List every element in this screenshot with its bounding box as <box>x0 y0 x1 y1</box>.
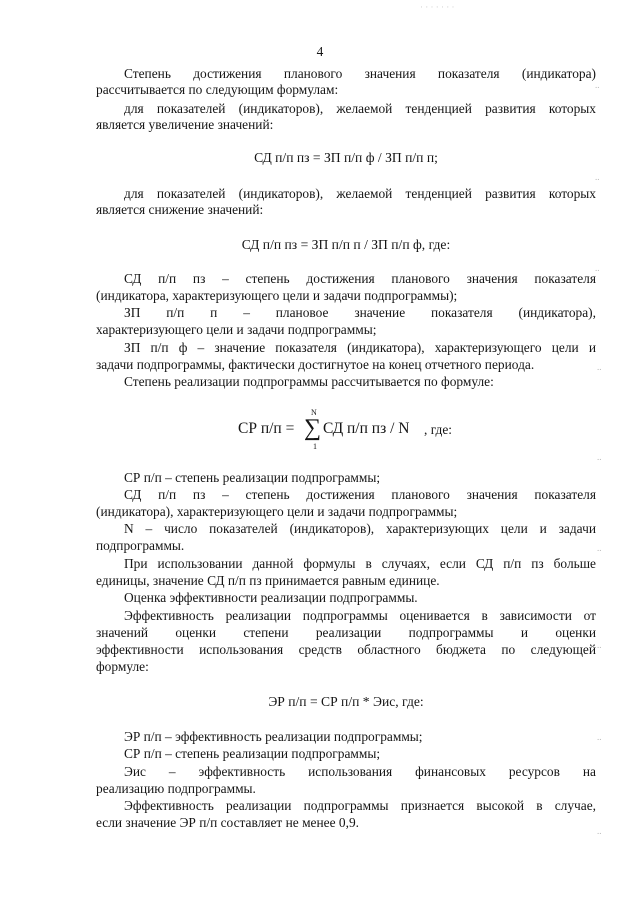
paragraph-line: Степень достижения планового значения показателя (индикатора) <box>124 66 596 81</box>
definition-line: ЗП п/п п – плановое значение показателя (индикатора), <box>124 305 596 320</box>
scan-mark: · · · · · · · <box>420 2 455 12</box>
paragraph-line: формуле: <box>96 659 149 674</box>
paragraph-line: для показателей (индикаторов), желаемой тенденцией развития которых <box>124 101 596 116</box>
paragraph-line: является снижение значений: <box>96 202 264 217</box>
scan-mark: .. <box>595 80 600 90</box>
paragraph-line: рассчитывается по следующим формулам: <box>96 82 339 97</box>
sum-symbol: ∑ <box>304 415 322 441</box>
definition-line: (индикатора, характеризующего цели и задачи подпрограммы); <box>96 288 458 303</box>
scan-mark: .. <box>597 543 602 553</box>
paragraph-line: единицы, значение СД п/п пз принимается равным единице. <box>96 573 440 588</box>
sum-lower-limit: 1 <box>313 442 317 451</box>
scan-mark: .. <box>597 452 602 462</box>
paragraph-line: является увеличение значений: <box>96 117 274 132</box>
formula-increase: СД п/п пз = ЗП п/п ф / ЗП п/п п; <box>254 150 438 165</box>
definition-line: СД п/п пз – степень достижения планового значения показателя <box>124 487 596 502</box>
definition-line: N – число показателей (индикаторов), характеризующих цели и задачи <box>124 521 596 536</box>
formula-decrease: СД п/п пз = ЗП п/п п / ЗП п/п ф, где: <box>241 237 451 252</box>
sum-upper-limit: N <box>311 408 317 417</box>
paragraph-line: эффективности использования средств областного бюджета по следующей <box>96 642 596 657</box>
definition-line: задачи подпрограммы, фактически достигнутое на конец отчетного периода. <box>96 357 535 372</box>
paragraph-line: Эффективность реализации подпрограммы признается высокой в случае, <box>124 798 596 813</box>
formula-sum-tail: , где: <box>424 422 452 437</box>
definition-line: СР п/п – степень реализации подпрограммы; <box>124 746 381 761</box>
paragraph-line: для показателей (индикаторов), желаемой тенденцией развития которых <box>124 186 596 201</box>
definition-line: характеризующего цели и задачи подпрограммы; <box>96 322 377 337</box>
definition-line: СД п/п пз – степень достижения планового значения показателя <box>124 271 596 286</box>
scan-mark: .. <box>597 640 602 650</box>
paragraph-line: При использовании данной формулы в случаях, если СД п/п пз больше <box>124 556 596 571</box>
scan-mark: .. <box>595 263 600 273</box>
definition-line: ЗП п/п ф – значение показателя (индикатора), характеризующего цели и <box>124 340 596 355</box>
formula-sum-left: СР п/п = <box>238 420 295 437</box>
definition-line: ЭР п/п – эффективность реализации подпрограммы; <box>124 729 423 744</box>
paragraph-line: Степень реализации подпрограммы рассчитывается по формуле: <box>124 374 494 389</box>
definition-line: подпрограммы. <box>96 538 185 553</box>
scan-mark: .. <box>595 172 600 182</box>
scan-mark: .. <box>597 732 602 742</box>
paragraph-line: значений оценки степени реализации подпрограммы и оценки <box>96 625 596 640</box>
formula-efficiency: ЭР п/п = СР п/п * Эис, где: <box>268 694 424 709</box>
section-heading: Оценка эффективности реализации подпрограммы. <box>124 590 418 605</box>
formula-sum-body: СД п/п пз / N <box>323 420 410 437</box>
scan-mark: .. <box>597 826 602 836</box>
paragraph-line: Эффективность реализации подпрограммы оценивается в зависимости от <box>124 608 596 623</box>
definition-line: реализацию подпрограммы. <box>96 781 256 796</box>
formula-sum <box>238 408 498 452</box>
definition-line: (индикатора), характеризующего цели и задачи подпрограммы; <box>96 504 458 519</box>
paragraph-line: если значение ЭР п/п составляет не менее 0,9. <box>96 815 359 830</box>
definition-line: СР п/п – степень реализации подпрограммы; <box>124 470 381 485</box>
scan-mark: .. <box>597 362 602 372</box>
page-number: 4 <box>316 44 324 59</box>
definition-line: Эис – эффективность использования финансовых ресурсов на <box>124 764 596 779</box>
